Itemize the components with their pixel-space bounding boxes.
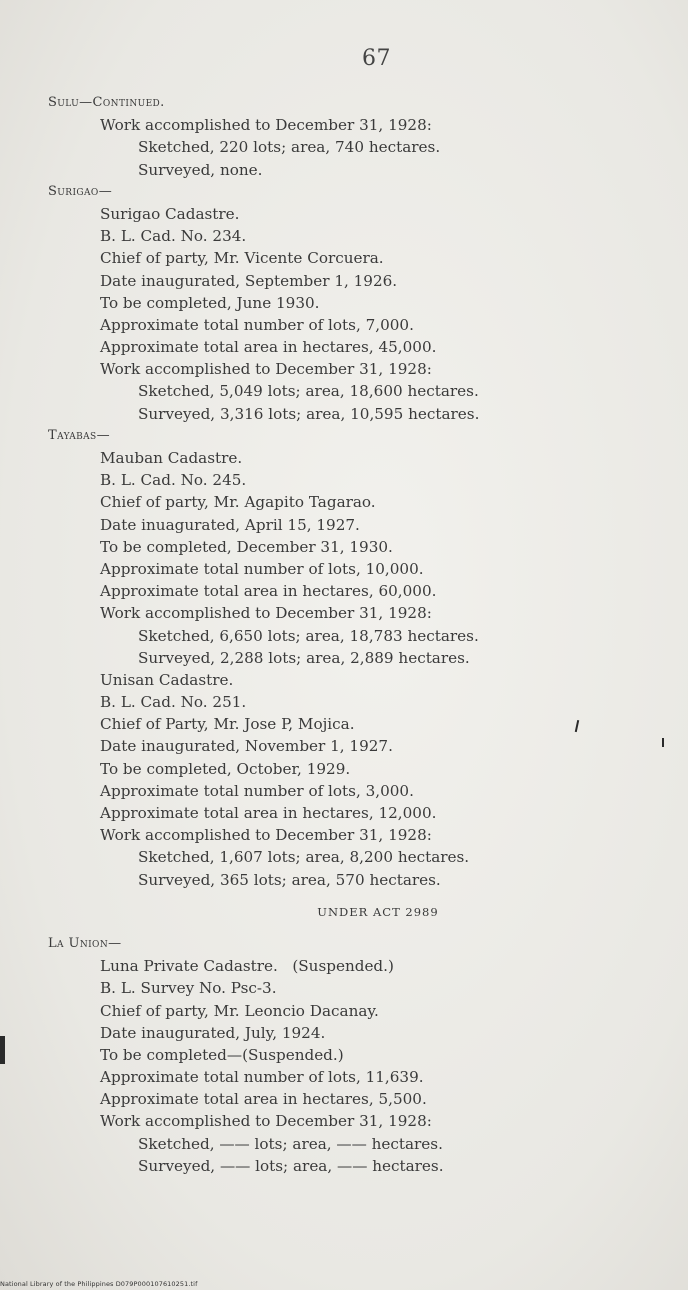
text-line: Sketched, —— lots; area, —— hectares. — [138, 1134, 443, 1153]
document-body — [48, 92, 658, 1177]
text-line: Surveyed, 365 lots; area, 570 hectares. — [138, 870, 441, 889]
section-heading-la-union: La Union— — [48, 935, 122, 951]
text-line: Date inaugurated, November 1, 1927. — [100, 737, 393, 756]
text-line: To be completed, October, 1929. — [100, 759, 351, 778]
text-line: B. L. Cad. No. 234. — [100, 227, 247, 246]
text-line: Sketched, 220 lots; area, 740 hectares. — [138, 138, 441, 157]
text-line: Work accomplished to December 31, 1928: — [100, 1112, 432, 1131]
text-line: Approximate total area in hectares, 60,000. — [100, 582, 437, 601]
text-line: Chief of party, Mr. Agapito Tagarao. — [100, 493, 376, 512]
text-line: Luna Private Cadastre. (Suspended.) — [100, 957, 394, 976]
scan-mark — [662, 738, 664, 747]
text-line: Approximate total number of lots, 3,000. — [100, 781, 414, 800]
text-line: Approximate total number of lots, 7,000. — [100, 315, 414, 334]
text-line: Date inaugurated, July, 1924. — [100, 1023, 326, 1042]
text-line: Sketched, 5,049 lots; area, 18,600 hectares. — [138, 382, 479, 401]
text-line: Mauban Cadastre. — [100, 449, 243, 467]
text-line: Approximate total number of lots, 10,000. — [100, 559, 424, 578]
text-line: B. L. Survey No. Psc-3. — [100, 979, 277, 998]
section-heading-surigao: Surigao— — [48, 183, 113, 199]
text-line: Unisan Cadastre. — [100, 670, 234, 689]
text-line: Date inaugurated, September 1, 1926. — [100, 271, 398, 290]
section-heading-sulu: Sulu—Continued. — [48, 95, 165, 110]
text-line: Approximate total area in hectares, 45,000. — [100, 338, 437, 357]
text-line: Chief of Party, Mr. Jose P, Mojica. — [100, 715, 355, 734]
text-line: Work accomplished to December 31, 1928: — [100, 116, 432, 135]
text-line: Surveyed, 3,316 lots; area, 10,595 hectares. — [138, 404, 480, 423]
text-line: Sketched, 6,650 lots; area, 18,783 hectares. — [138, 626, 479, 645]
text-line: Surveyed, 2,288 lots; area, 2,889 hectares. — [138, 648, 470, 667]
subheading: UNDER ACT 2989 — [317, 904, 439, 919]
text-line: Chief of party, Mr. Vicente Corcuera. — [100, 249, 384, 268]
page-number: 67 — [362, 46, 391, 71]
text-line: Approximate total number of lots, 11,639. — [100, 1068, 424, 1087]
text-line: Surigao Cadastre. — [100, 204, 240, 223]
section-heading-tayabas: Tayabas— — [48, 427, 111, 443]
text-line: Chief of party, Mr. Leoncio Dacanay. — [100, 1001, 379, 1020]
text-line: Date inuagurated, April 15, 1927. — [100, 515, 360, 534]
text-line: To be completed, June 1930. — [100, 293, 320, 312]
text-line: Work accomplished to December 31, 1928: — [100, 360, 432, 379]
scan-mark — [0, 1036, 5, 1064]
text-line: Sketched, 1,607 lots; area, 8,200 hectares. — [138, 848, 470, 867]
text-line: Work accomplished to December 31, 1928: — [100, 604, 432, 623]
text-line: Approximate total area in hectares, 12,000. — [100, 804, 437, 822]
text-line: To be completed, December 31, 1930. — [100, 537, 393, 556]
scan-footer: National Library of the Philippines D079P000107610251.tif — [0, 1280, 198, 1288]
text-line: B. L. Cad. No. 245. — [100, 471, 247, 490]
text-line: Surveyed, —— lots; area, —— hectares. — [138, 1156, 444, 1175]
text-line: Work accomplished to December 31, 1928: — [100, 826, 432, 845]
text-line: Approximate total area in hectares, 5,500. — [100, 1090, 427, 1109]
text-line: To be completed—(Suspended.) — [100, 1045, 344, 1064]
text-line: B. L. Cad. No. 251. — [100, 693, 247, 712]
text-line: Surveyed, none. — [138, 160, 263, 179]
